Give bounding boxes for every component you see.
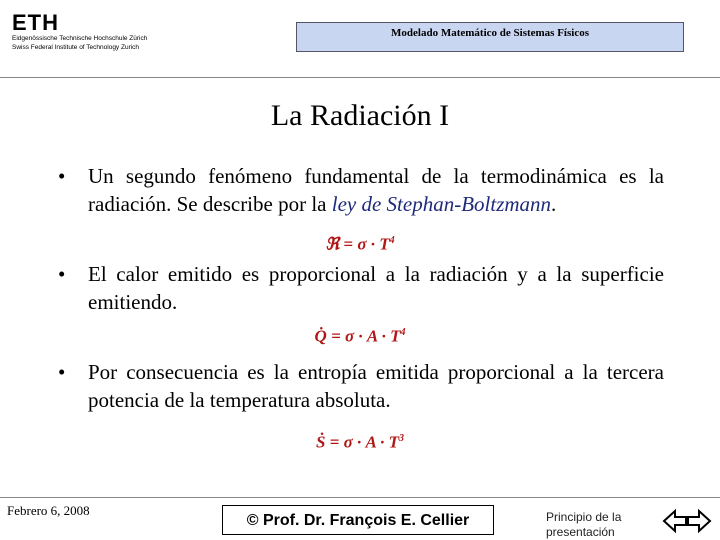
- equation-exponent: 3: [399, 433, 405, 444]
- eth-logo: [12, 12, 182, 62]
- equation-exponent: 4: [400, 327, 406, 338]
- equation-heat-flow: [0, 322, 720, 348]
- bullet-marker: •: [58, 262, 66, 286]
- equation-lhs: Ṡ: [315, 432, 326, 452]
- footer-divider: [0, 497, 720, 498]
- double-arrow-icon[interactable]: [662, 507, 712, 535]
- bullet-text: Por consecuencia es la entropía emitida proporcional a la tercera potencia de la temperatura absoluta.: [88, 360, 664, 412]
- slide-title: La Radiación I: [270, 99, 450, 132]
- equation-entropy-flow: [0, 428, 720, 454]
- bullet-marker: •: [58, 164, 66, 188]
- equation-stefan-boltzmann: [0, 230, 720, 256]
- law-name: ley de Stephan-Boltzmann: [331, 192, 552, 216]
- bullet-text-part: Un segundo fenómeno fundamental de la termodinámica es la radiación. Se describe por la: [88, 164, 664, 216]
- header-divider: [0, 77, 720, 78]
- bullet-text: [88, 162, 664, 218]
- bullet-item-1: [58, 162, 664, 218]
- equation-rhs: = σ · A · T: [326, 326, 401, 346]
- start-of-presentation-link[interactable]: Principio de la presentación: [546, 510, 622, 539]
- course-title-banner: Modelado Matemático de Sistemas Físicos: [296, 22, 684, 52]
- logo-line-1: Eidgenössische Technische Hochschule Zürich: [12, 35, 148, 42]
- bullet-item-3: [58, 358, 664, 414]
- equation-lhs: ℜ: [325, 234, 340, 254]
- bullet-text: El calor emitido es proporcional a la radiación y a la superficie emitiendo.: [88, 262, 664, 314]
- logo-wordmark: ETH: [12, 10, 59, 35]
- equation-rhs: = σ · T: [339, 234, 390, 254]
- equation-lhs: Q̇: [314, 326, 327, 346]
- bullet-text-end: .: [551, 192, 557, 216]
- slide-date: Febrero 6, 2008: [7, 503, 90, 518]
- author-credit: © Prof. Dr. François E. Cellier: [222, 505, 494, 535]
- bullet-item-2: [58, 260, 664, 316]
- equation-exponent: 4: [389, 235, 395, 246]
- equation-rhs: = σ · A · T: [325, 432, 400, 452]
- bullet-marker: •: [58, 360, 66, 384]
- logo-line-2: Swiss Federal Institute of Technology Zurich: [12, 44, 140, 51]
